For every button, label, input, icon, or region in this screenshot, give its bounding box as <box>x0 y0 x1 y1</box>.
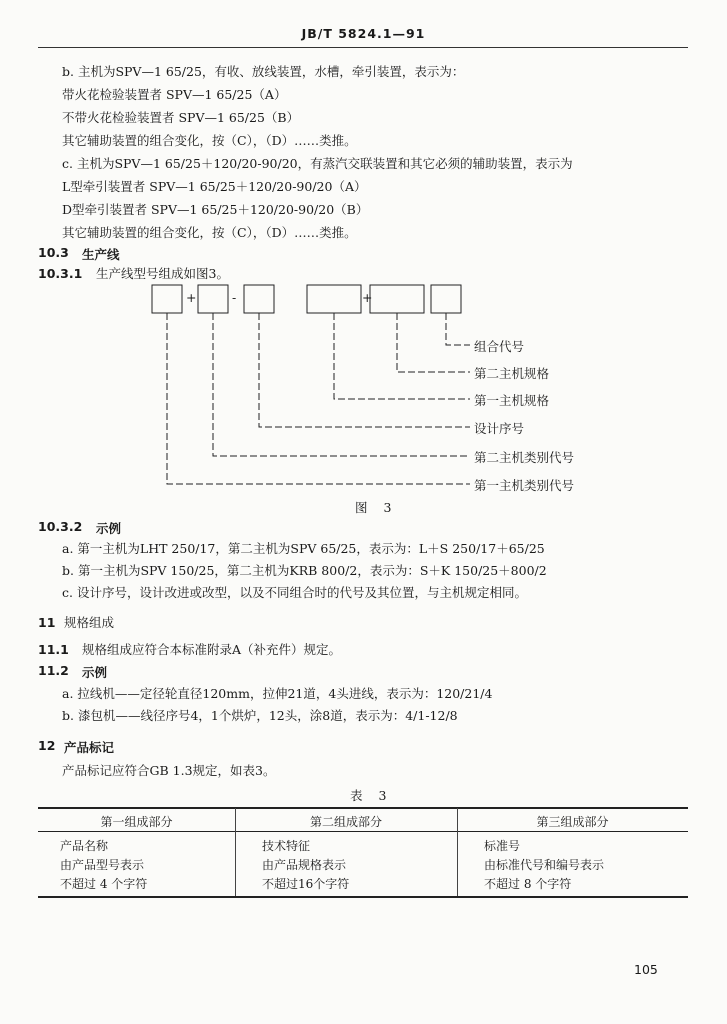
section-10-3-number: 10.3 <box>38 245 69 260</box>
leader-first-spec <box>334 313 470 399</box>
figure-plus-2: + <box>362 290 373 305</box>
section-10-3-2-title: 示例 <box>96 521 122 536</box>
table-cell-1-1: 产品名称 <box>60 839 109 853</box>
table-header-2: 第二组成部分 <box>309 815 382 829</box>
table-top-rule <box>38 807 688 809</box>
table-cell-3-3: 不超过 8 个字符 <box>484 877 572 891</box>
table-cell-2-3: 不超过16个字符 <box>262 877 350 891</box>
section-12-text: 产品标记应符合GB 1.3规定，如表3。 <box>62 763 276 778</box>
box-second-spec <box>370 285 424 313</box>
table-cell-2-1: 技术特征 <box>262 839 311 853</box>
table-3-caption: 表 3 <box>350 788 393 803</box>
section-11-title: 规格组成 <box>64 615 115 630</box>
section-12-number: 12 <box>38 738 56 753</box>
section-11-1-number: 11.1 <box>38 642 69 657</box>
para-c-line-3: D型牵引装置者 SPV—1 65/25＋120/20-90/20（B） <box>62 202 369 217</box>
example-10-3-2-c: c. 设计序号，设计改进或改型，以及不同组合时的代号及其位置，与主机规定相同。 <box>62 585 527 600</box>
figure-3-caption: 图 3 <box>355 500 398 515</box>
figure-plus-1: + <box>186 290 197 305</box>
page-number: 105 <box>634 962 658 977</box>
section-11-2-title: 示例 <box>82 665 108 680</box>
table-cell-1-2: 由产品型号表示 <box>60 858 145 872</box>
table-header-1: 第一组成部分 <box>100 815 173 829</box>
leader-second-category <box>213 313 470 456</box>
section-10-3-title: 生产线 <box>82 247 120 262</box>
para-c-line-4: 其它辅助装置的组合变化，按（C），（D）……类推。 <box>62 225 357 240</box>
section-10-3-1-number: 10.3.1 <box>38 266 83 281</box>
table-cell-1-3: 不超过 4 个字符 <box>60 877 148 891</box>
page-header: JB/T 5824.1—91 <box>301 26 426 41</box>
label-second-spec: 第二主机规格 <box>474 366 550 381</box>
label-second-category: 第二主机类别代号 <box>474 450 575 465</box>
box-first-category <box>152 285 182 313</box>
table-header-rule <box>38 831 688 832</box>
para-b-line-1: b. 主机为SPV—1 65/25，有收、放线装置，水槽，牵引装置，表示为： <box>62 64 465 79</box>
section-12-title: 产品标记 <box>64 740 115 755</box>
section-11-2-number: 11.2 <box>38 663 69 678</box>
example-11-2-a: a. 拉线机——定径轮直径120mm，拉伸21道，4头进线，表示为：120/21/4 <box>62 686 493 701</box>
leader-combination <box>446 313 470 345</box>
figure-dash: - <box>232 290 237 305</box>
example-10-3-2-a: a. 第一主机为LHT 250/17，第二主机为SPV 65/25，表示为：L＋S 250/17＋65/25 <box>62 541 545 556</box>
section-10-3-2-number: 10.3.2 <box>38 519 83 534</box>
label-first-spec: 第一主机规格 <box>474 393 550 408</box>
leader-design-number <box>259 313 470 427</box>
para-b-line-3: 不带火花检验装置者 SPV—1 65/25（B） <box>62 110 300 125</box>
table-cell-2-2: 由产品规格表示 <box>262 858 347 872</box>
para-b-line-2: 带火花检验装置者 SPV—1 65/25（A） <box>62 87 287 102</box>
box-combination <box>431 285 461 313</box>
example-11-2-b: b. 漆包机——线径序号4，1个烘炉，12头，涂8道，表示为：4/1-12/8 <box>62 708 458 723</box>
box-first-spec <box>307 285 361 313</box>
table-bottom-rule <box>38 896 688 898</box>
table-cell-3-2: 由标准代号和编号表示 <box>484 858 605 872</box>
table-header-3: 第三组成部分 <box>536 815 609 829</box>
para-c-line-2: L型牵引装置者 SPV—1 65/25＋120/20-90/20（A） <box>62 179 367 194</box>
label-combination-code: 组合代号 <box>474 339 525 354</box>
label-first-category: 第一主机类别代号 <box>474 478 575 493</box>
section-11-number: 11 <box>38 615 56 630</box>
section-11-1-text: 规格组成应符合本标准附录A（补充件）规定。 <box>82 642 342 657</box>
leader-second-spec <box>397 313 470 372</box>
para-c-line-1: c. 主机为SPV—1 65/25＋120/20-90/20，有蒸汽交联装置和其它必须的辅助装置，表示为 <box>62 156 573 171</box>
example-10-3-2-b: b. 第一主机为SPV 150/25，第二主机为KRB 800/2，表示为：S＋K 150/25＋800/2 <box>62 563 547 578</box>
box-design-number <box>244 285 274 313</box>
section-10-3-1-text: 生产线型号组成如图3。 <box>96 266 229 281</box>
box-second-category <box>198 285 228 313</box>
para-b-line-4: 其它辅助装置的组合变化，按（C），（D）……类推。 <box>62 133 357 148</box>
label-design-number: 设计序号 <box>474 421 525 436</box>
table-cell-3-1: 标准号 <box>484 839 521 853</box>
